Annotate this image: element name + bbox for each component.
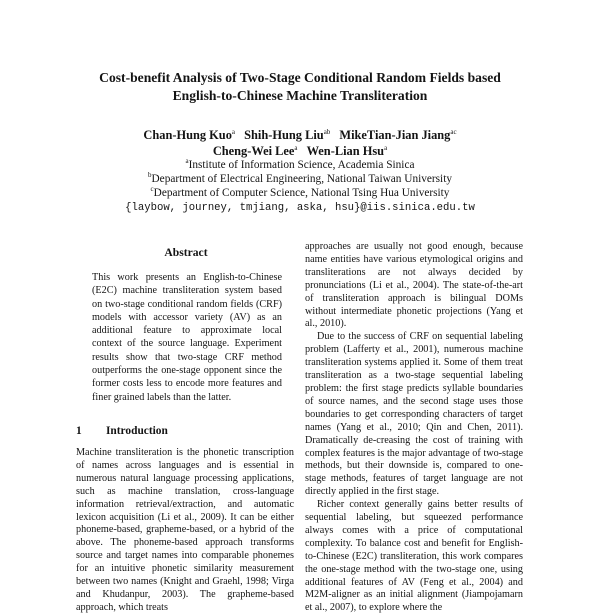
affiliation (40, 158, 560, 172)
author (307, 144, 388, 158)
affiliation (40, 172, 560, 186)
affiliation-mark: a (185, 157, 189, 165)
abstract-heading: Abstract (164, 246, 208, 259)
body-paragraph: approaches are usually not good enough, because name entities have various etymological origins and transliterations are not always decided by pronunciations (Li et al., 2004). The state-of-the-art of transliteration approach is bilingual DOMs without intermediate phonetic projections (Yang et al., 2010). (305, 241, 523, 330)
author-name: MikeTian-Jian Jiang (339, 128, 451, 142)
affiliation-list (40, 158, 560, 200)
author-line-1 (40, 127, 560, 143)
affiliation-text: Institute of Information Science, Academia Sinica (188, 159, 415, 171)
author (339, 128, 456, 142)
title-line-2: English-to-Chinese Machine Transliteration (172, 88, 428, 103)
author-affiliation-mark: ac (450, 128, 457, 136)
author-affiliation-mark: a (294, 144, 298, 152)
author-affiliation-mark: ab (323, 128, 331, 136)
title-line-1: Cost-benefit Analysis of Two-Stage Conditional Random Fields based (99, 70, 501, 85)
affiliation (40, 186, 560, 200)
section-heading (76, 424, 168, 438)
author-affiliation-mark: a (384, 144, 388, 152)
section-number: 1 (76, 425, 82, 437)
author-name: Shih-Hung Liu (244, 128, 324, 142)
author (143, 128, 235, 142)
author-name: Cheng-Wei Lee (212, 144, 295, 158)
author-line-2 (40, 143, 560, 159)
author-name: Chan-Hung Kuo (143, 128, 232, 142)
section-title: Introduction (106, 425, 168, 437)
author (244, 128, 330, 142)
body-paragraph: Due to the success of CRF on sequential labeling problem (Lafferty et al., 2001), numerous machine transliteration systems applied it. Some of them treat transliteration as a two-stage sequential labeling problem: the first stage predicts syllable boundaries of source names, and the second stage uses those boundaries to get corresponding characters of target names (Yang et al., 2010; Qin and Chen, 2011). Dramatically de-creasing the cost of training with complex features is the major advantage of two-stage methods, but their downside is, compared to one-stage methods, features of target language are not directly applied in the first stage. (305, 331, 523, 498)
author-list (40, 127, 560, 159)
affiliation-mark: c (150, 185, 154, 193)
abstract-text: This work presents an English-to-Chinese (E2C) machine transliteration system based on two-stage conditional random fields (CRF) models with accessor variety (AV) as an additional feature to approximate local context of the source language. Experiment results show that two-stage CRF method outperforms the one-stage opponent since the former costs less to encode more features and finer grained labels than the latter. (92, 272, 282, 403)
affiliation-text: Department of Electrical Engineering, National Taiwan University (151, 173, 452, 185)
right-column (305, 241, 523, 614)
author-email: {laybow, journey, tmjiang, aska, hsu}@iis.sinica.edu.tw (125, 202, 475, 214)
author (213, 144, 298, 158)
affiliation-mark: b (148, 171, 152, 179)
author-affiliation-mark: a (231, 128, 236, 136)
author-name: Wen-Lian Hsu (306, 144, 385, 158)
introduction-text: Machine transliteration is the phonetic transcription of names across languages and is essential in numerous natural language processing applications, such as machine translation, cross-language information retrieval/extraction, and automatic lexicon acquisition (Li et al., 2009). It can be either phoneme-based, grapheme-based, or a hybrid of the above. The phoneme-based approach transforms source and target names into comparable phonemes for an intuitive phonetic similarity measurement between two names (Knight and Graehl, 1998; Virga and Khudanpur, 2003). The grapheme-based approach, which treats (76, 447, 294, 613)
paper-title (40, 69, 560, 105)
affiliation-text: Department of Computer Science, National Tsing Hua University (153, 187, 450, 199)
body-paragraph: Richer context generally gains better results of sequential labeling, but squeezed performance always comes with a price of computational complexity. To balance cost and benefit for English-to-Chinese (E2C) transliteration, this work compares the one-stage method with the two-stage one, using additional features of AV (Feng et al., 2004) and M2M-aligner as an initial alignment (Jiampojamarn et al., 2007), to explore where the (305, 499, 523, 614)
